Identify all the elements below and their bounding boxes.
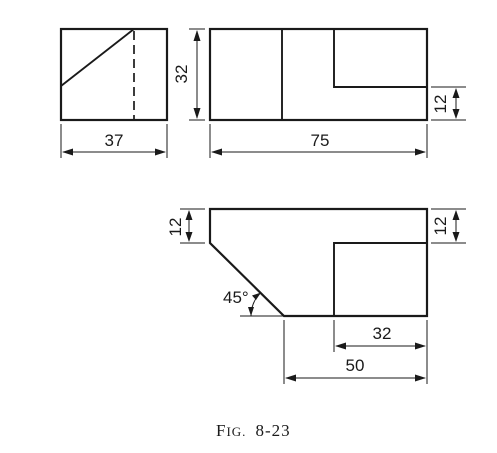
dimension-label-32-notch: 32 — [372, 324, 392, 343]
caption-number: 8-23 — [255, 421, 291, 440]
arrowhead — [453, 109, 460, 119]
arrowhead — [186, 210, 193, 220]
dimension-label-50: 50 — [345, 356, 365, 375]
front-view-notch-edge — [334, 29, 427, 87]
arrowhead — [453, 232, 460, 242]
dimension-label-37: 37 — [104, 131, 124, 150]
dimension-chamfer-angle — [223, 288, 284, 316]
arrowhead — [194, 30, 201, 41]
figure-caption — [216, 421, 291, 440]
arrowhead — [285, 375, 296, 382]
top-view-notch-edge — [334, 243, 427, 316]
side-view-sloped-edge — [61, 29, 134, 86]
dimension-label-12-chamfer: 12 — [166, 217, 185, 237]
dimension-front-notch-height — [431, 87, 466, 120]
caption-prefix: F — [216, 421, 227, 440]
front-view — [210, 29, 427, 120]
arrowhead — [155, 149, 166, 156]
dimension-top-chamfer-height — [166, 209, 205, 243]
dimension-front-width — [210, 124, 427, 158]
arrowhead — [194, 108, 201, 119]
dimension-label-45-degrees: 45° — [223, 288, 249, 307]
dimension-label-32-height: 32 — [172, 64, 191, 84]
arrowhead — [335, 343, 346, 350]
dimension-label-12-right: 12 — [431, 216, 450, 236]
side-view — [61, 29, 167, 120]
dimension-side-width — [61, 124, 167, 158]
arrowhead — [211, 149, 222, 156]
dimension-height — [172, 29, 205, 120]
arrowhead — [453, 210, 460, 220]
arrowhead — [252, 293, 261, 301]
caption-small-caps: IG. — [226, 424, 247, 439]
dimension-label-12-front: 12 — [431, 94, 450, 114]
dimension-bottom-width — [284, 320, 426, 384]
dimension-label-75: 75 — [310, 131, 330, 150]
front-view-outline — [210, 29, 427, 120]
dimension-top-right-height — [431, 209, 466, 243]
arrowhead — [415, 375, 426, 382]
arrowhead — [186, 232, 193, 242]
arrowhead — [415, 149, 426, 156]
arrowhead — [415, 343, 426, 350]
arrowhead — [62, 149, 73, 156]
arrowhead — [453, 88, 460, 98]
arrowhead — [248, 307, 254, 316]
